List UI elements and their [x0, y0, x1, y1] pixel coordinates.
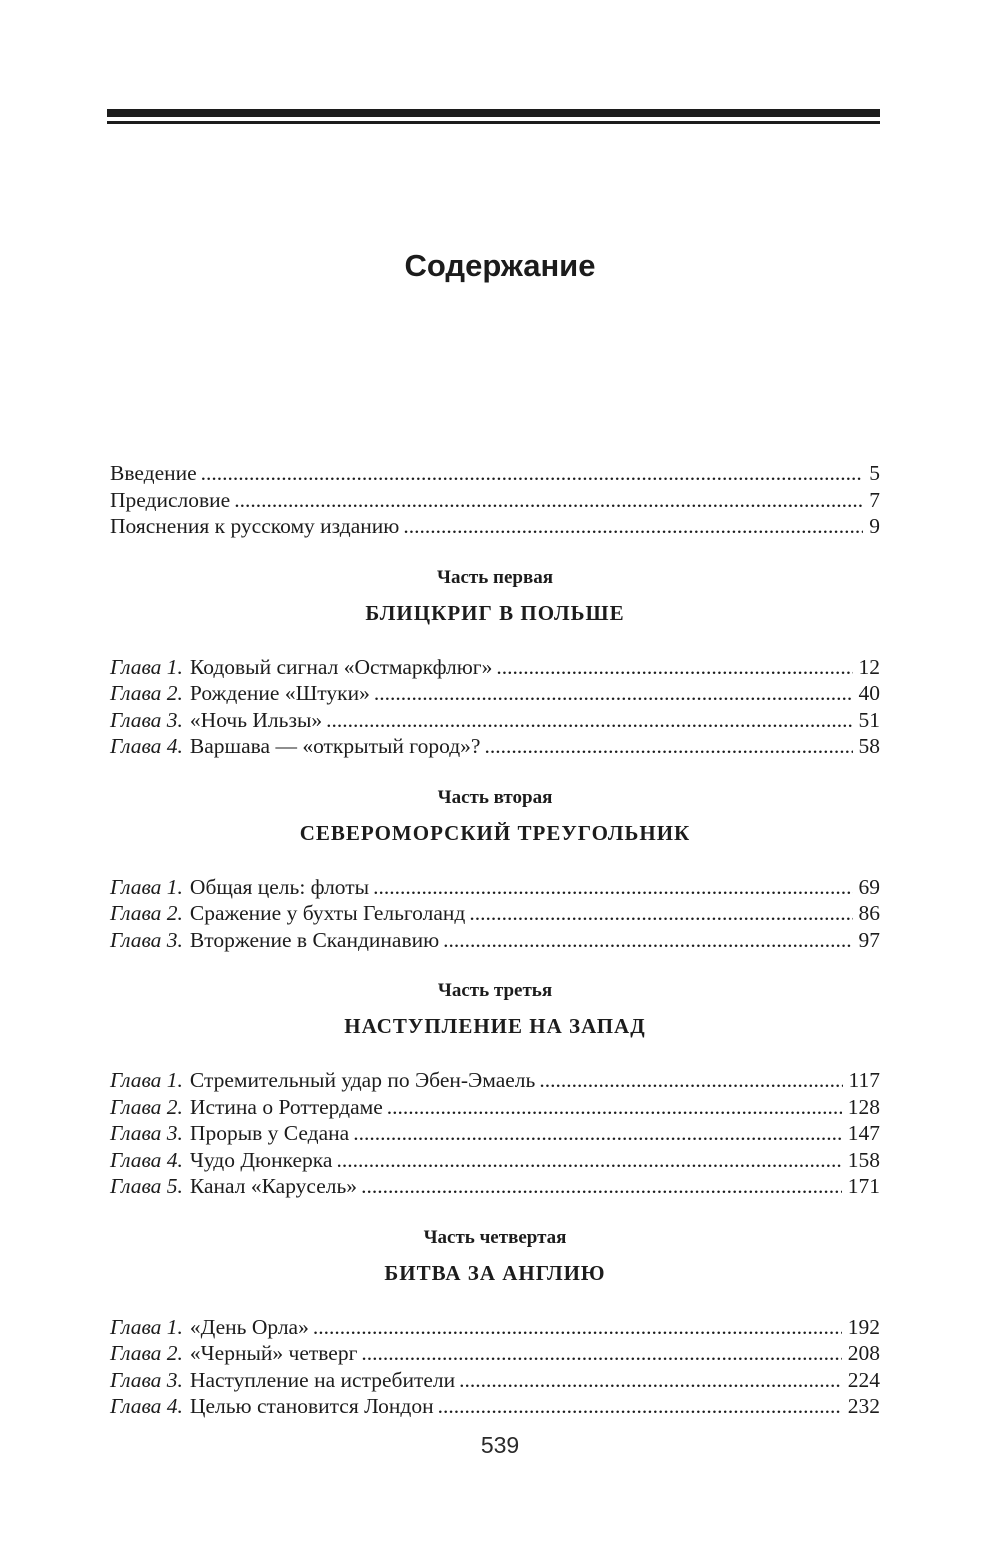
entry-title: «Ночь Ильзы»: [189, 707, 323, 732]
toc-entry[interactable]: [110, 707, 880, 734]
part-chapters: [110, 1314, 880, 1420]
entry-title: «Черный» четверг: [189, 1341, 358, 1365]
dot-leader: [403, 513, 863, 540]
part-title: СЕВЕРОМОРСКИЙ ТРЕУГОЛЬНИК: [299, 820, 691, 845]
chapter-number: Глава 4.: [110, 1147, 183, 1172]
dot-leader: [201, 460, 864, 487]
entry-page: 192: [847, 1314, 880, 1339]
dot-leader: [361, 1340, 841, 1367]
entry-page: 86: [858, 901, 880, 925]
dot-leader: [387, 1094, 842, 1121]
part-label: Часть третья: [437, 980, 553, 1001]
part-title: БИТВА ЗА АНГЛИЮ: [384, 1260, 606, 1285]
dot-leader: [496, 654, 852, 681]
dot-leader: [373, 874, 852, 901]
dot-leader: [539, 1067, 842, 1094]
dot-leader: [469, 900, 852, 927]
part-title: БЛИЦКРИГ В ПОЛЬШЕ: [365, 600, 625, 625]
entry-title: Пояснения к русскому изданию: [110, 514, 400, 538]
chapter-number: Глава 3.: [110, 1367, 183, 1392]
entry-title: «День Орла»: [189, 1314, 309, 1339]
entry-title: Общая цель: флоты: [189, 874, 370, 899]
toc-entry[interactable]: [110, 874, 880, 901]
part-label: Часть четвертая: [423, 1226, 567, 1248]
entry-page: 158: [847, 1147, 880, 1172]
chapter-number: Глава 2.: [110, 681, 183, 705]
entry-title: Предисловие: [110, 487, 231, 512]
toc-entry[interactable]: [110, 680, 880, 707]
entry-title: Прорыв у Седана: [189, 1121, 350, 1145]
table-of-contents: [110, 460, 880, 1420]
toc-entry[interactable]: [110, 733, 880, 760]
entry-page: 12: [858, 654, 880, 679]
entry-title: Наступление на истребители: [189, 1367, 456, 1392]
entry-page: 232: [847, 1394, 880, 1418]
entry-page: 69: [858, 874, 880, 899]
entry-title: Введение: [110, 461, 197, 485]
chapter-number: Глава 4.: [110, 1394, 183, 1418]
entry-page: 147: [847, 1121, 880, 1145]
chapter-number: Глава 2.: [110, 1341, 183, 1365]
part-heading: [110, 1226, 880, 1287]
toc-entry[interactable]: [110, 1340, 880, 1367]
part-chapters: [110, 874, 880, 954]
part-heading: [110, 566, 880, 627]
toc-entry[interactable]: [110, 513, 880, 540]
dot-leader: [443, 927, 852, 954]
chapter-number: Глава 1.: [110, 654, 183, 679]
entry-page: 128: [847, 1094, 880, 1119]
chapter-number: Глава 3.: [110, 707, 183, 732]
part-heading: [110, 786, 880, 847]
entry-page: 9: [869, 514, 880, 538]
entry-title: Стремительный удар по Эбен-Эмаель: [189, 1068, 536, 1092]
dot-leader: [336, 1147, 841, 1174]
toc-entry[interactable]: [110, 460, 880, 487]
part-chapters: [110, 654, 880, 760]
toc-entry[interactable]: [110, 487, 880, 514]
toc-entry[interactable]: [110, 1314, 880, 1341]
entry-page: 171: [847, 1174, 880, 1198]
toc-entry[interactable]: [110, 1393, 880, 1420]
entry-title: Чудо Дюнкерка: [189, 1147, 333, 1172]
toc-entry[interactable]: [110, 1094, 880, 1121]
toc-entry[interactable]: [110, 1173, 880, 1200]
entry-title: Целью становится Лондон: [189, 1394, 434, 1418]
toc-entry[interactable]: [110, 1147, 880, 1174]
chapter-number: Глава 1.: [110, 1314, 183, 1339]
chapter-number: Глава 2.: [110, 901, 183, 925]
toc-entry[interactable]: [110, 900, 880, 927]
entry-page: 224: [847, 1367, 880, 1392]
chapter-number: Глава 1.: [110, 1068, 183, 1092]
entry-page: 40: [858, 681, 880, 705]
entry-title: Канал «Карусель»: [189, 1174, 358, 1198]
entry-page: 5: [869, 461, 880, 485]
dot-leader: [374, 680, 853, 707]
entry-page: 58: [858, 734, 880, 758]
entry-page: 97: [858, 927, 880, 952]
entry-page: 117: [848, 1068, 880, 1092]
entry-page: 208: [847, 1341, 880, 1365]
chapter-number: Глава 1.: [110, 874, 183, 899]
entry-title: Вторжение в Скандинавию: [189, 927, 440, 952]
chapter-number: Глава 4.: [110, 734, 183, 758]
toc-entry[interactable]: [110, 927, 880, 954]
part-title: НАСТУПЛЕНИЕ НА ЗАПАД: [344, 1014, 646, 1038]
part-chapters: [110, 1067, 880, 1200]
entry-title: Истина о Роттердаме: [189, 1094, 383, 1119]
intro-section: [110, 460, 880, 540]
page-title: Содержание: [404, 248, 596, 283]
entry-title: Сражение у бухты Гельголанд: [189, 901, 466, 925]
toc-entry[interactable]: [110, 1067, 880, 1094]
chapter-number: Глава 3.: [110, 927, 183, 952]
chapter-number: Глава 5.: [110, 1174, 183, 1198]
toc-entry[interactable]: [110, 1120, 880, 1147]
chapter-number: Глава 3.: [110, 1121, 183, 1145]
dot-leader: [234, 487, 863, 514]
toc-entry[interactable]: [110, 654, 880, 681]
dot-leader: [326, 707, 852, 734]
dot-leader: [438, 1393, 842, 1420]
dot-leader: [361, 1173, 842, 1200]
toc-entry[interactable]: [110, 1367, 880, 1394]
entry-title: Рождение «Штуки»: [189, 681, 370, 705]
dot-leader: [459, 1367, 842, 1394]
part-label: Часть вторая: [437, 786, 553, 808]
entry-page: 7: [869, 487, 880, 512]
entry-title: Кодовый сигнал «Остмаркфлюг»: [189, 654, 493, 679]
header-rule-thin: [107, 121, 880, 124]
entry-page: 51: [858, 707, 880, 732]
dot-leader: [484, 733, 852, 760]
part-heading: [110, 979, 880, 1040]
header-rule-thick: [107, 109, 880, 117]
dot-leader: [353, 1120, 842, 1147]
part-label: Часть первая: [437, 566, 553, 588]
chapter-number: Глава 2.: [110, 1094, 183, 1119]
entry-title: Варшава — «открытый город»?: [189, 734, 481, 758]
dot-leader: [313, 1314, 842, 1341]
page-number: 539: [480, 1432, 520, 1458]
